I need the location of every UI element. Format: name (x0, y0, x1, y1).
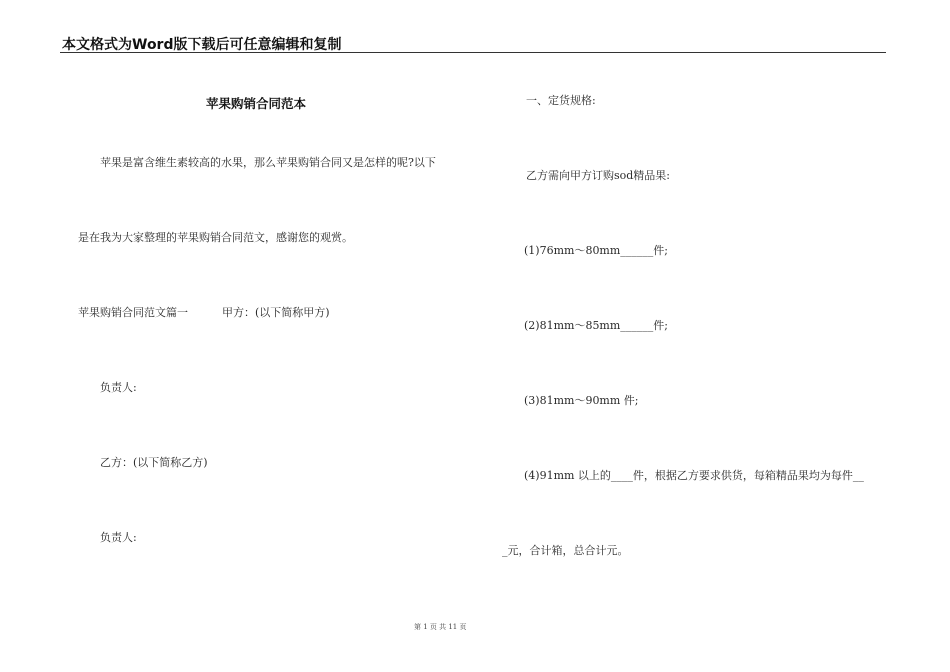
header-divider (60, 52, 886, 53)
spec-line-1: (1)76mm～80mm______件; (524, 244, 669, 257)
document-header-banner: 本文格式为Word版下载后可任意编辑和复制 (62, 37, 342, 53)
order-intro-line: 乙方需向甲方订购sod精品果: (526, 169, 671, 182)
page-number-footer: 第 1 页 共 11 页 (414, 623, 467, 631)
section-heading: 苹果购销合同范文篇一 (78, 306, 188, 319)
clause-heading: 一、定货规格: (526, 94, 596, 107)
intro-paragraph-line-1: 苹果是富含维生素较高的水果，那么苹果购销合同又是怎样的呢?以下 (100, 156, 436, 169)
party-b-line: 乙方：(以下简称乙方) (100, 456, 208, 469)
intro-paragraph-line-2: 是在我为大家整理的苹果购销合同范文，感谢您的观赏。 (78, 231, 353, 244)
spec-line-3: (3)81mm～90mm 件; (524, 394, 639, 407)
document-title: 苹果购销合同范本 (206, 96, 307, 111)
party-a-line: 甲方：(以下简称甲方) (222, 306, 330, 319)
party-a-responsible: 负责人: (100, 381, 137, 394)
spec-line-2: (2)81mm～85mm______件; (524, 319, 669, 332)
party-b-responsible: 负责人: (100, 531, 137, 544)
spec-line-4-continued: _元，合计箱，总合计元。 (502, 544, 629, 557)
spec-line-4: (4)91mm 以上的____件，根据乙方要求供货，每箱精品果均为每件__ (524, 469, 864, 482)
